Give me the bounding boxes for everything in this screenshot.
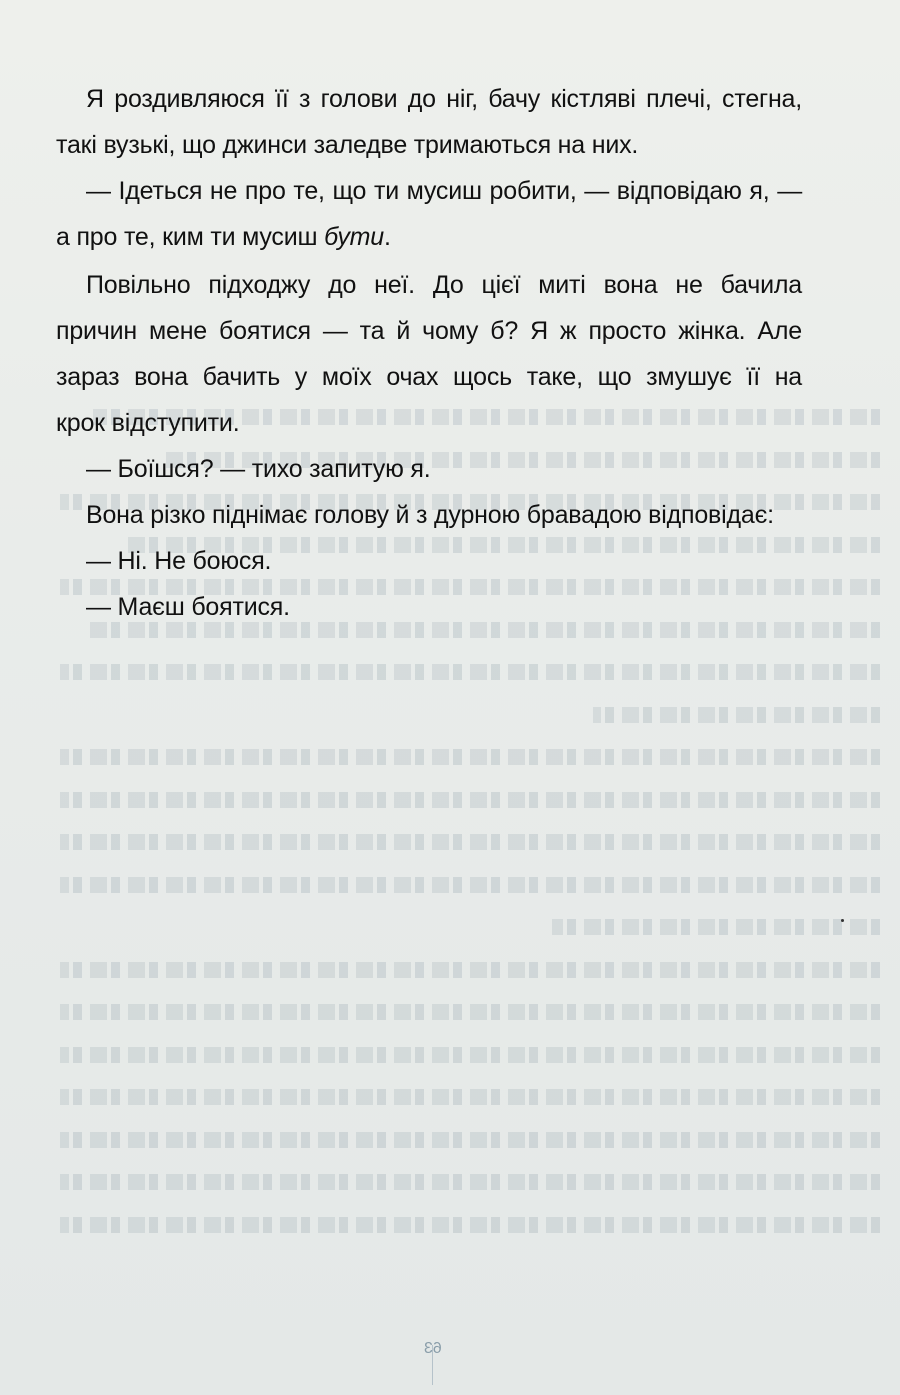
page-number: 63 xyxy=(424,1340,442,1357)
paragraph-1 xyxy=(56,76,802,168)
paragraph-5 xyxy=(56,492,802,538)
text-line xyxy=(56,214,802,260)
text-fragment: а про те, ким ти мусиш xyxy=(56,223,325,251)
text-line: причин мене боятися — та й чому б? Я ж просто жінка. Але xyxy=(56,317,802,345)
text-line: — Ідеться не про те, що ти мусиш робити, — відповідаю я, — xyxy=(86,177,802,205)
text-line: — Маєш боятися. xyxy=(86,593,290,621)
paragraph-7 xyxy=(56,584,802,630)
text-line: — Боїшся? — тихо запитую я. xyxy=(86,455,431,483)
text-line: крок відступити. xyxy=(56,409,240,437)
paragraph-3 xyxy=(56,262,802,446)
text-line: Вона різко піднімає голову й з дурною бравадою відповідає: xyxy=(86,501,774,529)
text-fragment: . xyxy=(384,223,391,251)
text-line: зараз вона бачить у моїх очах щось таке, що змушує її на xyxy=(56,363,802,391)
italic-word: бути xyxy=(324,223,385,251)
paragraph-4 xyxy=(56,446,802,492)
text-line: — Ні. Не боюся. xyxy=(86,547,272,575)
body-text xyxy=(56,76,802,630)
text-line: Я роздивляюся її з голови до ніг, бачу кістляві плечі, стегна, xyxy=(86,85,802,113)
paragraph-6 xyxy=(56,538,802,584)
text-line: такі вузькі, що джинси заледве тримаються на них. xyxy=(56,131,639,159)
ink-speck xyxy=(841,919,844,922)
text-line: Повільно підходжу до неї. До цієї миті вона не бачила xyxy=(86,271,802,299)
paragraph-2 xyxy=(56,168,802,260)
